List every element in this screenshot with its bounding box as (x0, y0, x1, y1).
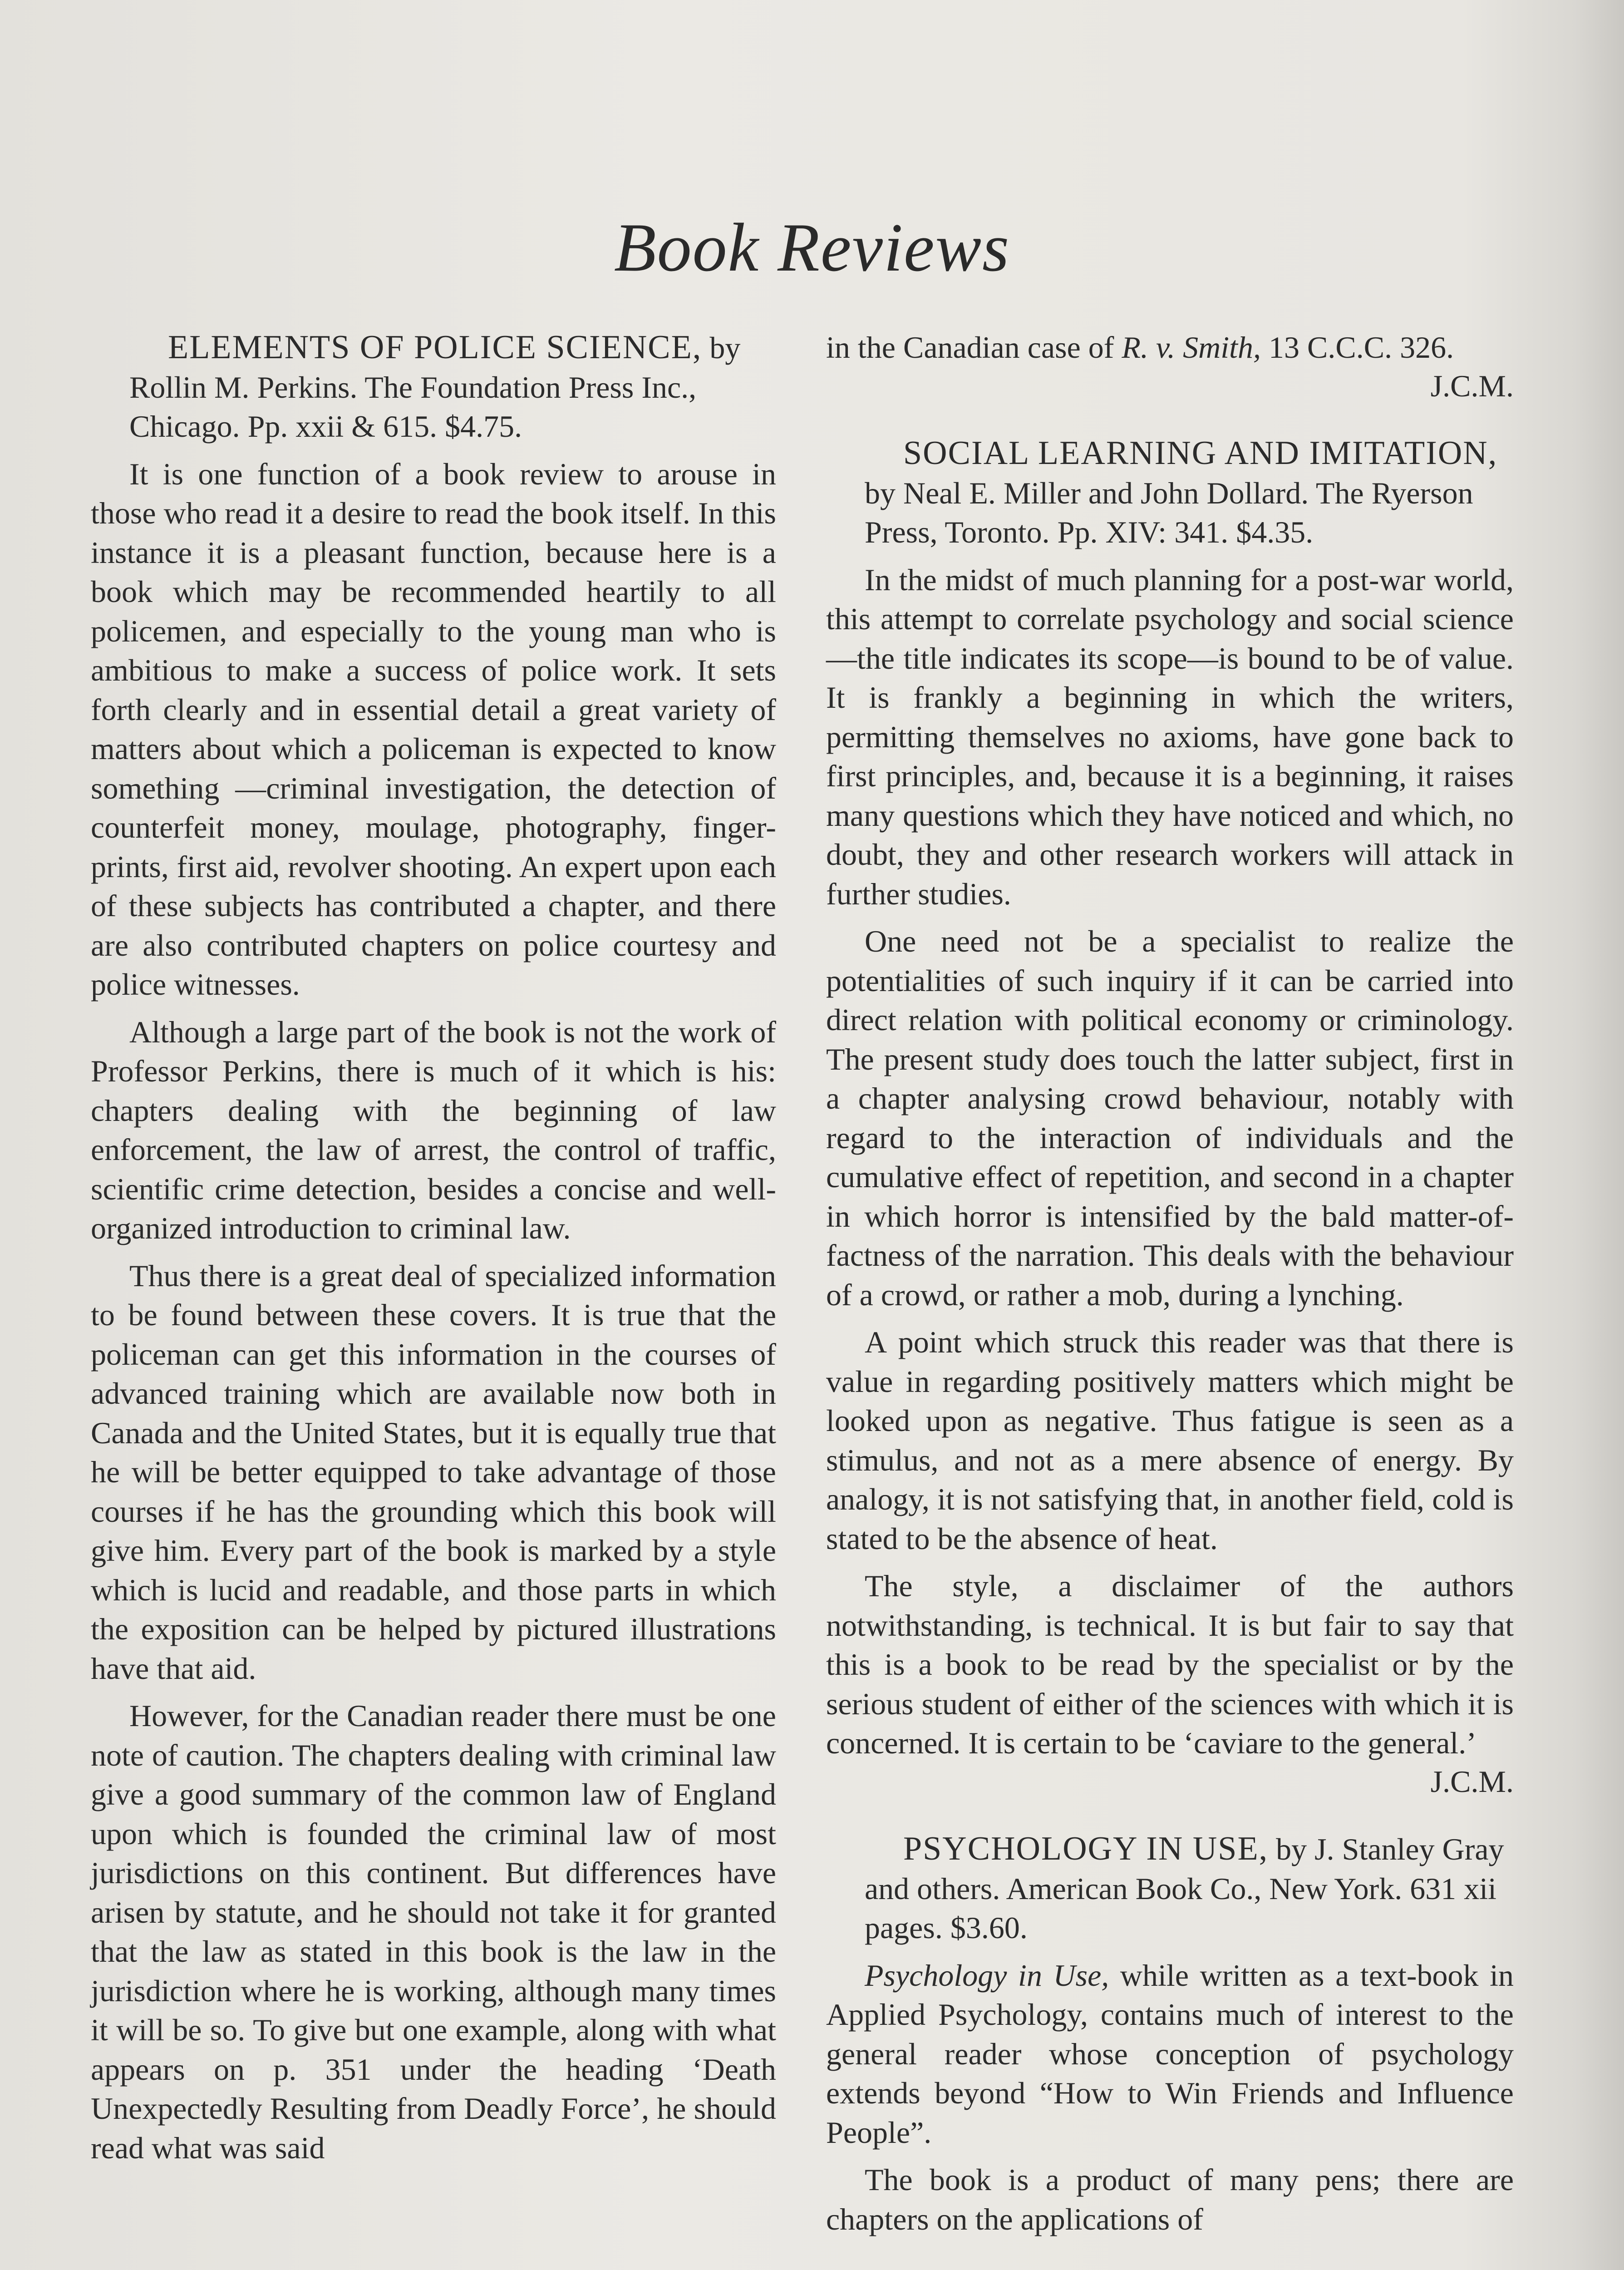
review-paragraph: A point which struck this reader was that there is value in regarding positively matters which might be looked upon as negative. Thus fatigue is seen as a stimulus, and not as a mere absence of energy. By analogy, it is not satisfying that, in another field, cold is stated to be the absence of heat. (826, 1325, 1514, 1556)
reviewer-signature: J.C.M. (1430, 368, 1514, 403)
right-column (826, 328, 1514, 2239)
review-heading-details: by Rollin M. Perkins. The Foundation Press Inc., Chicago. Pp. xxii & 615. $4.75. (129, 331, 741, 444)
review-paragraph: The style, a disclaimer of the authors notwithstanding, is technical. It is but fair to say that this is a book to be read by the specialist or by the serious student of either of the sciences with which it is concerned. It is certain to be ‘caviare to the general.’ (826, 1569, 1514, 1760)
case-citation: R. v. Smith, (1122, 330, 1261, 365)
page-title: Book Reviews (614, 209, 1010, 286)
review-heading-details: by Neal E. Miller and John Dollard. The Ryerson Press, Toronto. Pp. XIV: 341. $4.35. (865, 475, 1473, 549)
review-heading-title: ELEMENTS OF POLICE SCIENCE, (168, 329, 702, 366)
review-paragraph: One need not be a specialist to realize the potentialities of such inquiry if it can be carried into direct relation with political economy or criminology. The present study does touch the latter subject, first in a chapter analysing crowd behaviour, notably with regard to the interaction of individuals and the cumulative effect of repetition, and second in a chapter in which horror is intensified by the bald matter-of-factness of the narration. This deals with the behaviour of a crowd, or rather a mob, during a lynching. (826, 924, 1514, 1312)
review-heading-social-learning (826, 434, 1514, 552)
book-title-italic: Psychology in Use, (865, 1958, 1109, 1993)
left-column (91, 328, 776, 2167)
review-paragraph: It is one function of a book review to arouse in those who read it a desire to read the book itself. In this instance it is a pleasant function, because here is a book which may be recommended heartily to all policemen, and especially to the young man who is ambitious to make a success of police work. It sets forth clearly and in essential detail a great variety of matters about which a policeman is expected to know something —criminal investigation, the detection of counterfeit money, moulage, photography, finger-prints, first aid, revolver shooting. An expert upon each of these subjects has contributed a chapter, and there are also contributed chapters on police courtesy and police witnesses. (91, 456, 776, 1002)
review-paragraph: However, for the Canadian reader there must be one note of caution. The chapters dealing with criminal law give a good summary of the common law of England upon which is founded the criminal law of most jurisdictions on this continent. But differences have arisen by statute, and he should not take it for granted that the law as stated in this book is the law in the jurisdiction where he is working, although many times it will be so. To give but one example, along with what appears on p. 351 under the heading ‘Death Unexpectedly Resulting from Deadly Force’, he should read what was said (91, 1698, 776, 2165)
review-paragraph: Psychology in Use, while written as a text-book in Applied Psychology, contains much of interest to the general reader whose conception of psychology extends beyond “How to Win Friends and Influence People”. (826, 1958, 1514, 2150)
review-paragraph-continued: in the Canadian case of R. v. Smith, 13 C.C.C. 326. (826, 330, 1454, 365)
review-paragraph: Although a large part of the book is not the work of Professor Perkins, there is much of it which is his: chapters dealing with the beginning of law enforcement, the law of arrest, the control of traffic, scientific crime detection, besides a concise and well-organized introduction to criminal law. (91, 1014, 776, 1245)
review-heading-details: by J. Stanley Gray and others. American Book Co., New York. 631 xii pages. $3.60. (865, 1832, 1504, 1945)
review-heading-psychology-in-use (826, 1829, 1514, 1948)
review-heading-police-science (91, 328, 776, 446)
review-heading-title: PSYCHOLOGY IN USE, (903, 1830, 1269, 1867)
review-paragraph: In the midst of much planning for a post-war world, this attempt to correlate psychology and social science—the title indicates its scope—is bound to be of value. It is frankly a beginning in which the writers, permitting themselves no axioms, have gone back to first principles, and, because it is a beginning, it raises many questions which they have noticed and which, no doubt, they and other research workers will attack in further studies. (826, 562, 1514, 911)
reviewer-signature: J.C.M. (1430, 1764, 1514, 1799)
review-paragraph: Thus there is a great deal of specialized information to be found between these covers. It is true that the policeman can get this information in the courses of advanced training which are available now both in Canada and the United States, but it is equally true that he will be better equipped to take advantage of those courses if he has the grounding which this book will give him. Every part of the book is marked by a style which is lucid and readable, and those parts in which the exposition can be helped by pictured illustrations have that aid. (91, 1258, 776, 1686)
review-paragraph: The book is a product of many pens; there are chapters on the applications of (826, 2162, 1514, 2236)
review-heading-title: SOCIAL LEARNING AND IMITATION, (903, 434, 1498, 472)
